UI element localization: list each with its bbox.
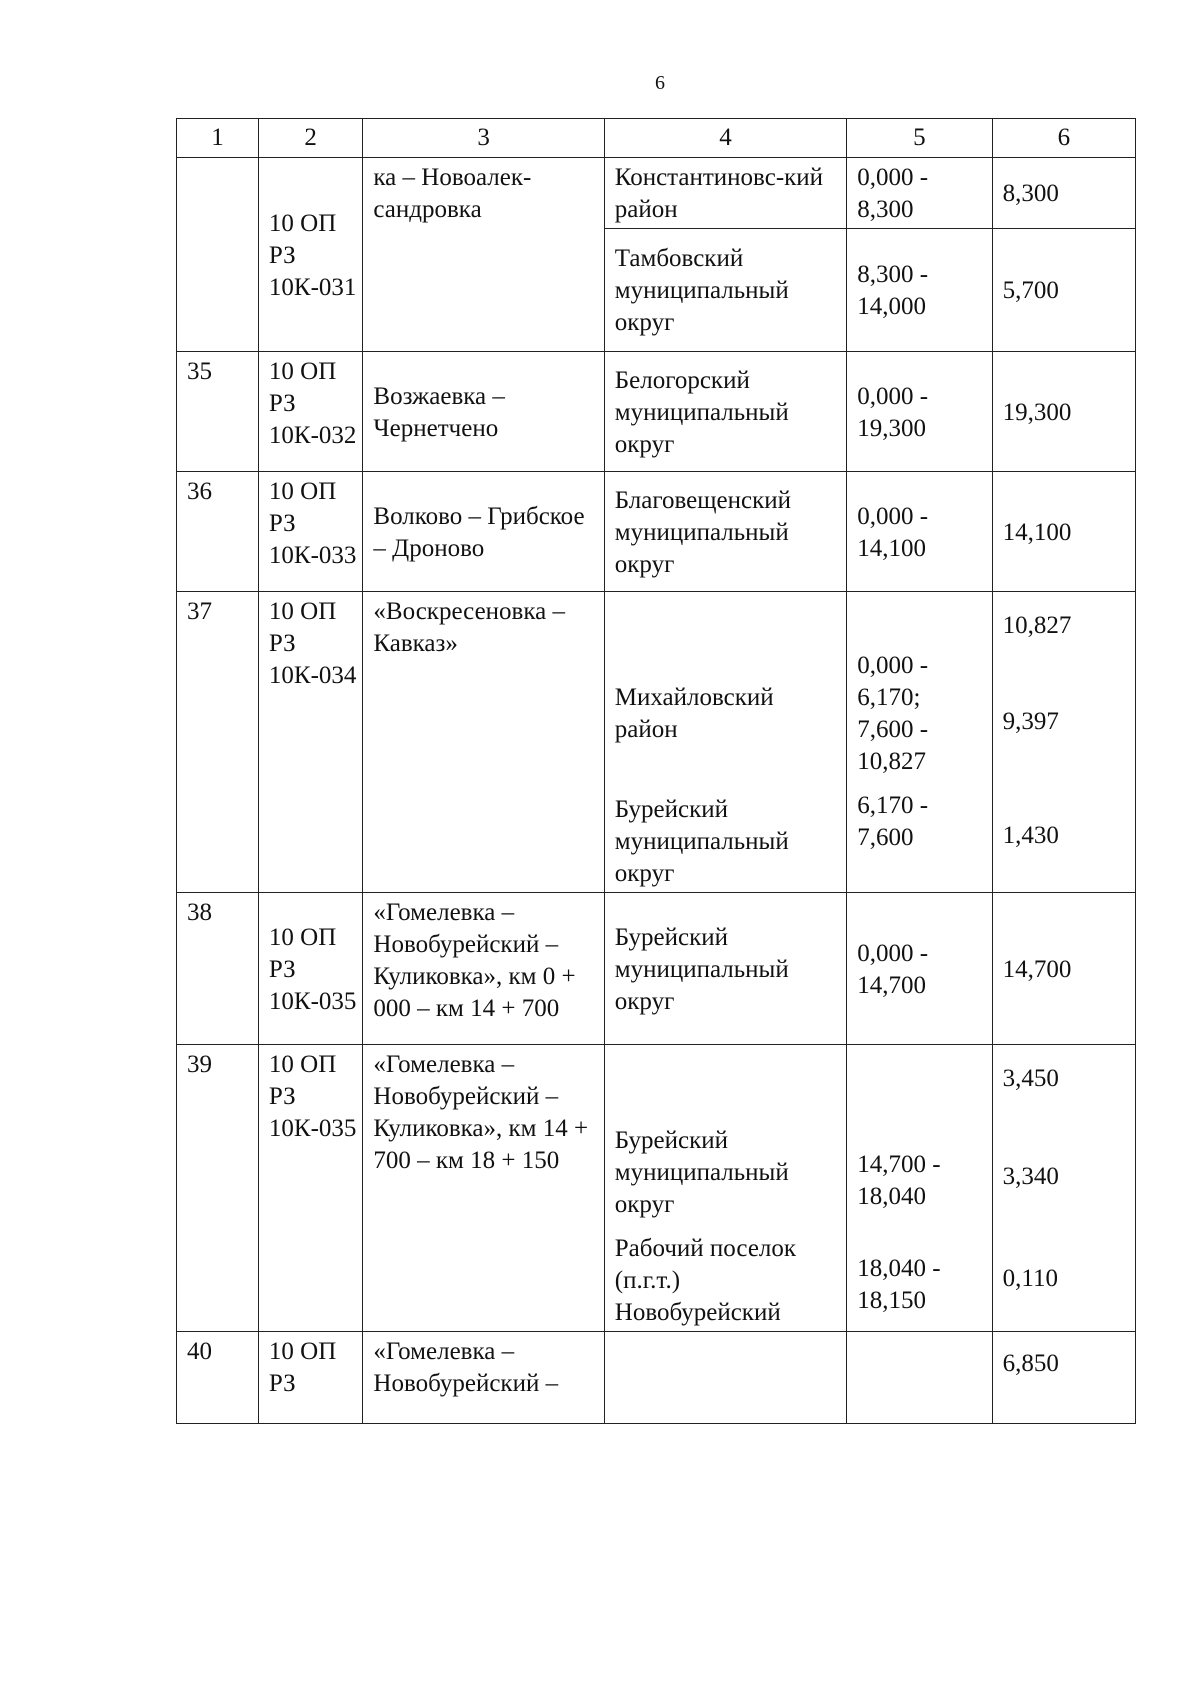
spacer bbox=[1003, 1193, 1125, 1263]
road-name: Возжаевка – Чернетчено bbox=[363, 352, 604, 472]
range-cell bbox=[847, 592, 992, 893]
district-text: Бурейский муниципальный округ bbox=[614, 1127, 789, 1218]
page-number: 6 bbox=[655, 72, 665, 94]
district-text: Бурейский муниципальный округ bbox=[614, 796, 789, 887]
length-cell: 8,300 bbox=[992, 158, 1135, 229]
district-cell: Тамбовский муниципальный округ bbox=[604, 229, 846, 352]
spacer bbox=[1003, 1095, 1125, 1161]
road-code: 10 ОП РЗ 10К-031 bbox=[258, 158, 363, 352]
range-cell bbox=[847, 1045, 992, 1332]
spacer bbox=[1003, 596, 1125, 610]
district-cell bbox=[604, 1045, 846, 1332]
road-name: «Гомелевка – Новобурейский – bbox=[363, 1332, 604, 1424]
spacer bbox=[857, 778, 981, 790]
roads-table bbox=[176, 118, 1136, 1424]
road-code: 10 ОП РЗ 10К-034 bbox=[258, 592, 363, 893]
spacer bbox=[615, 746, 836, 794]
table-row bbox=[177, 158, 1136, 229]
length-text: 0,110 bbox=[1002, 1265, 1058, 1292]
spacer bbox=[857, 1049, 981, 1149]
road-name: Волково – Грибское – Дроново bbox=[363, 472, 604, 592]
range-text: 14,700 - 18,040 bbox=[857, 1151, 941, 1210]
header-cell: 5 bbox=[847, 119, 992, 158]
table-row bbox=[177, 592, 1136, 893]
table-row bbox=[177, 472, 1136, 592]
spacer bbox=[615, 1221, 836, 1233]
table-row bbox=[177, 1332, 1136, 1424]
road-name: «Воскресеновка – Кавказ» bbox=[363, 592, 604, 893]
header-cell: 4 bbox=[604, 119, 846, 158]
length-cell: 19,300 bbox=[992, 352, 1135, 472]
range-text: 18,040 - 18,150 bbox=[857, 1255, 941, 1314]
length-cell bbox=[992, 592, 1135, 893]
spacer bbox=[1003, 738, 1125, 820]
road-name: ка – Новоалек-сандровка bbox=[363, 158, 604, 352]
range-cell: 0,000 - 19,300 bbox=[847, 352, 992, 472]
range-cell: 0,000 - 14,100 bbox=[847, 472, 992, 592]
district-cell: Бурейский муниципальный округ bbox=[604, 893, 846, 1045]
range-cell: 8,300 - 14,000 bbox=[847, 229, 992, 352]
length-text: 9,397 bbox=[1002, 708, 1059, 735]
spacer bbox=[615, 1049, 836, 1125]
total-length: 6,850 bbox=[1002, 1350, 1059, 1377]
length-text: 1,430 bbox=[1002, 822, 1059, 849]
length-cell: 14,700 bbox=[992, 893, 1135, 1045]
road-name: «Гомелевка – Новобурейский – Куликовка», км 14 + 700 – км 18 + 150 bbox=[363, 1045, 604, 1332]
row-number: 36 bbox=[177, 472, 259, 592]
road-code: 10 ОП РЗ 10К-032 bbox=[258, 352, 363, 472]
district-cell bbox=[604, 1332, 846, 1424]
length-text: 3,340 bbox=[1002, 1163, 1059, 1190]
range-text: 6,170 - 7,600 bbox=[857, 792, 929, 851]
table-row bbox=[177, 352, 1136, 472]
length-cell: 14,100 bbox=[992, 472, 1135, 592]
length-cell: 5,700 bbox=[992, 229, 1135, 352]
spacer bbox=[1003, 1049, 1125, 1063]
road-code: 10 ОП РЗ 10К-035 bbox=[258, 1045, 363, 1332]
range-cell: 0,000 - 14,700 bbox=[847, 893, 992, 1045]
range-text: 0,000 - 6,170; 7,600 - 10,827 bbox=[857, 652, 929, 775]
header-cell: 6 bbox=[992, 119, 1135, 158]
district-cell: Константиновс-кий район bbox=[604, 158, 846, 229]
row-number: 35 bbox=[177, 352, 259, 472]
road-name: «Гомелевка – Новобурейский – Куликовка», км 0 + 000 – км 14 + 700 bbox=[363, 893, 604, 1045]
road-code: 10 ОП РЗ 10К-033 bbox=[258, 472, 363, 592]
district-cell bbox=[604, 592, 846, 893]
row-number: 40 bbox=[177, 1332, 259, 1424]
road-code: 10 ОП РЗ bbox=[258, 1332, 363, 1424]
district-text: Михайловский район bbox=[614, 684, 774, 743]
spacer bbox=[1003, 1336, 1125, 1348]
spacer bbox=[1003, 642, 1125, 706]
row-number: 38 bbox=[177, 893, 259, 1045]
spacer bbox=[857, 1213, 981, 1253]
total-length: 3,450 bbox=[1002, 1065, 1059, 1092]
row-number bbox=[177, 158, 259, 352]
road-code: 10 ОП РЗ 10К-035 bbox=[258, 893, 363, 1045]
row-number: 39 bbox=[177, 1045, 259, 1332]
total-length: 10,827 bbox=[1002, 612, 1072, 639]
range-cell: 0,000 - 8,300 bbox=[847, 158, 992, 229]
table-row bbox=[177, 893, 1136, 1045]
header-cell: 3 bbox=[363, 119, 604, 158]
length-cell bbox=[992, 1332, 1135, 1424]
header-cell: 2 bbox=[258, 119, 363, 158]
spacer bbox=[857, 596, 981, 650]
range-cell bbox=[847, 1332, 992, 1424]
district-cell: Благовещенский муниципальный округ bbox=[604, 472, 846, 592]
table-row bbox=[177, 1045, 1136, 1332]
length-cell bbox=[992, 1045, 1135, 1332]
district-cell: Белогорский муниципальный округ bbox=[604, 352, 846, 472]
header-cell: 1 bbox=[177, 119, 259, 158]
district-text: Рабочий поселок (п.г.т.) Новобурейский bbox=[614, 1235, 797, 1326]
header-row bbox=[177, 119, 1136, 158]
spacer bbox=[615, 596, 836, 682]
row-number: 37 bbox=[177, 592, 259, 893]
